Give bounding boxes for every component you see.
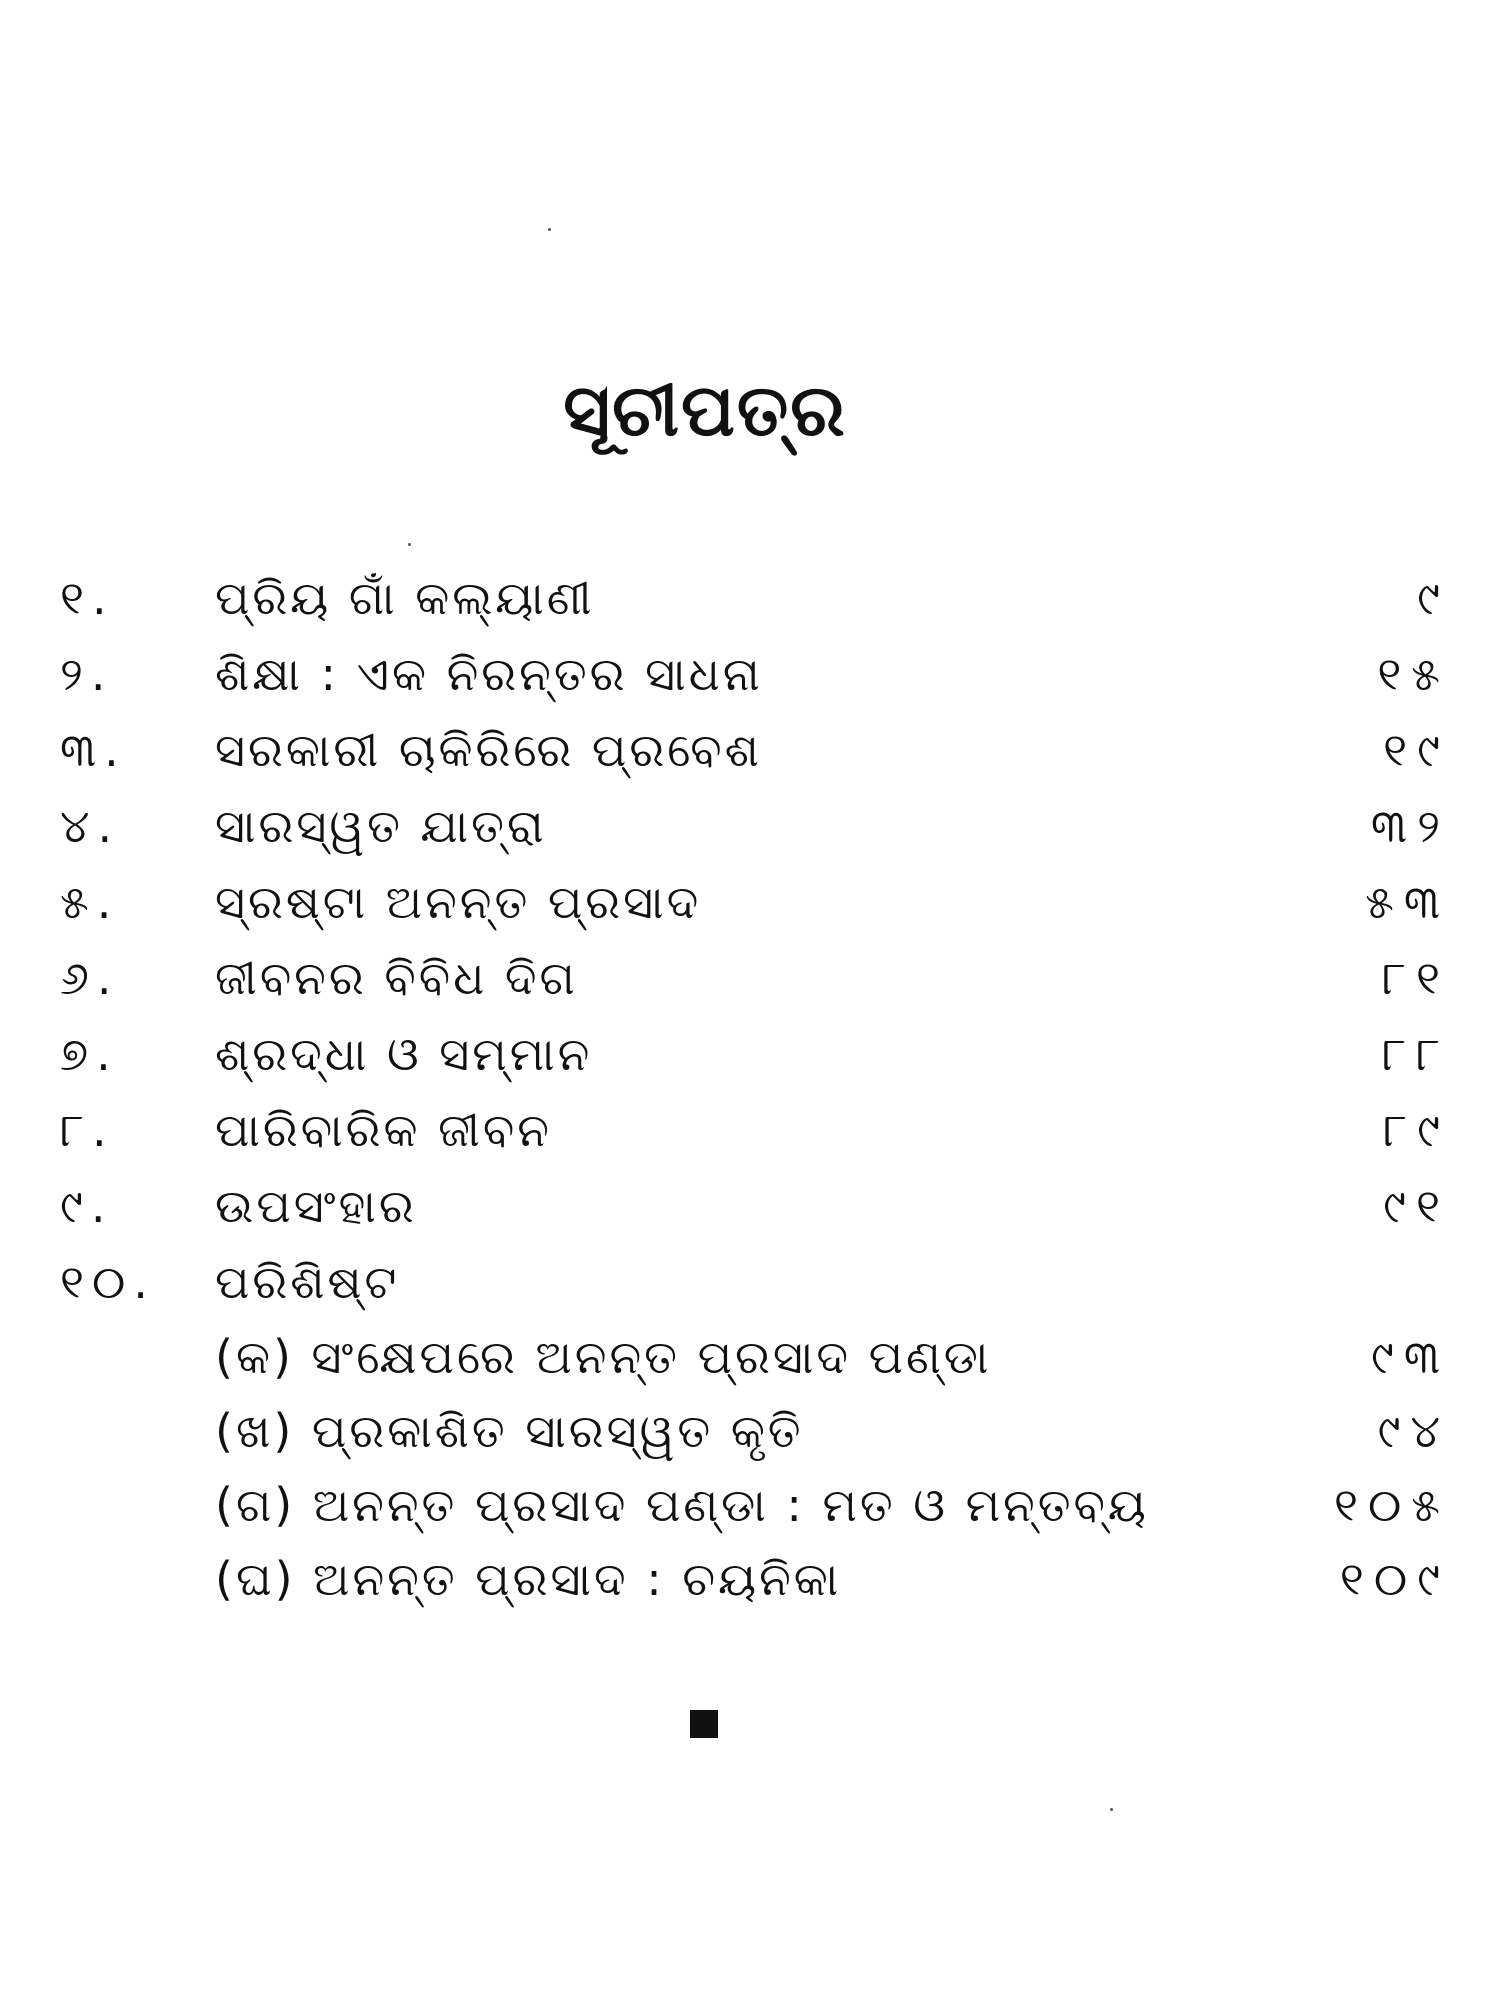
entry-page-number: ୮୮ [1381,1027,1450,1081]
entry-title: ପ୍ରିୟ ଗାଁ କଲ୍ୟାଣୀ [215,571,595,625]
toc-entry [0,1168,1500,1244]
entry-page-number: ୯୧ [1383,1179,1450,1233]
entry-page-number: ୮୯ [1383,1103,1450,1157]
entry-title: ଜୀବନର ବିବିଧ ଦିଗ [215,951,578,1005]
subentry-title: (ଖ) ପ୍ରକାଶିତ ସାରସ୍ୱତ କୃତି [215,1404,804,1458]
entry-page-number: ୮୧ [1382,951,1450,1005]
entry-page-number: ୧୯ [1383,723,1450,777]
entry-title: ସାରସ୍ୱତ ଯାତ୍ରା [215,799,547,853]
entry-number: ୪. [60,799,121,853]
entry-title: ପାରିବାରିକ ଜୀବନ [215,1103,552,1157]
entry-page-number: ୧୫ [1377,647,1450,701]
toc-entry [0,1092,1500,1168]
toc-subentry [0,1320,1500,1394]
page-title: ସୂଚୀପତ୍ର [563,368,847,452]
entry-title: ଉପସଂହାର [215,1179,417,1233]
entry-title: ଶିକ୍ଷା : ଏକ ନିରନ୍ତର ସାଧନା [215,647,763,701]
entry-page-number: ୫୩ [1365,875,1450,929]
end-square-mark [690,1710,718,1738]
print-speck [408,543,411,546]
subentry-title: (ଘ) ଅନନ୍ତ ପ୍ରସାଦ : ଚୟନିକା [215,1552,842,1606]
entry-title: ସ୍ରଷ୍ଟା ଅନନ୍ତ ପ୍ରସାଦ [215,875,702,929]
print-speck [548,228,551,231]
entry-title: ପରିଶିଷ୍ଟ [215,1255,400,1309]
toc-subentry [0,1468,1500,1542]
toc-entry [0,940,1500,1016]
toc-entry [0,560,1500,636]
entry-number: ୬. [60,951,120,1005]
toc-entry [0,1244,1500,1320]
entry-number: ୮. [60,1103,115,1157]
entry-number: ୯. [60,1179,114,1233]
toc-entry [0,636,1500,712]
subentry-page-number: ୧୦୫ [1334,1478,1450,1532]
entry-page-number: ୩୨ [1370,799,1450,853]
subentry-page-number: ୯୩ [1370,1330,1450,1384]
subentry-page-number: ୧୦୯ [1339,1552,1450,1606]
entry-number: ୭. [60,1027,119,1081]
print-speck [1110,1808,1113,1811]
entry-number: ୧୦. [60,1255,156,1309]
subentry-title: (କ) ସଂକ୍ଷେପରେ ଅନନ୍ତ ପ୍ରସାଦ ପଣ୍ଡା [215,1330,992,1384]
toc-subentry [0,1542,1500,1616]
entry-title: ସରକାରୀ ଚାକିରିରେ ପ୍ରବେଶ [215,723,762,777]
entry-number: ୨. [60,647,114,701]
table-of-contents [0,560,1500,1616]
entry-number: ୩. [60,723,127,777]
toc-entry [0,1016,1500,1092]
entry-title: ଶ୍ରଦ୍ଧା ଓ ସମ୍ମାନ [215,1027,593,1081]
entry-number: ୧. [60,571,115,625]
entry-page-number: ୯ [1417,571,1450,625]
subentry-page-number: ୯୪ [1377,1404,1450,1458]
entry-number: ୫. [60,875,120,929]
toc-entry [0,712,1500,788]
subentry-title: (ଗ) ଅନନ୍ତ ପ୍ରସାଦ ପଣ୍ଡା : ମତ ଓ ମନ୍ତବ୍ୟ [215,1478,1149,1532]
toc-subentry [0,1394,1500,1468]
toc-entry [0,788,1500,864]
toc-entry [0,864,1500,940]
